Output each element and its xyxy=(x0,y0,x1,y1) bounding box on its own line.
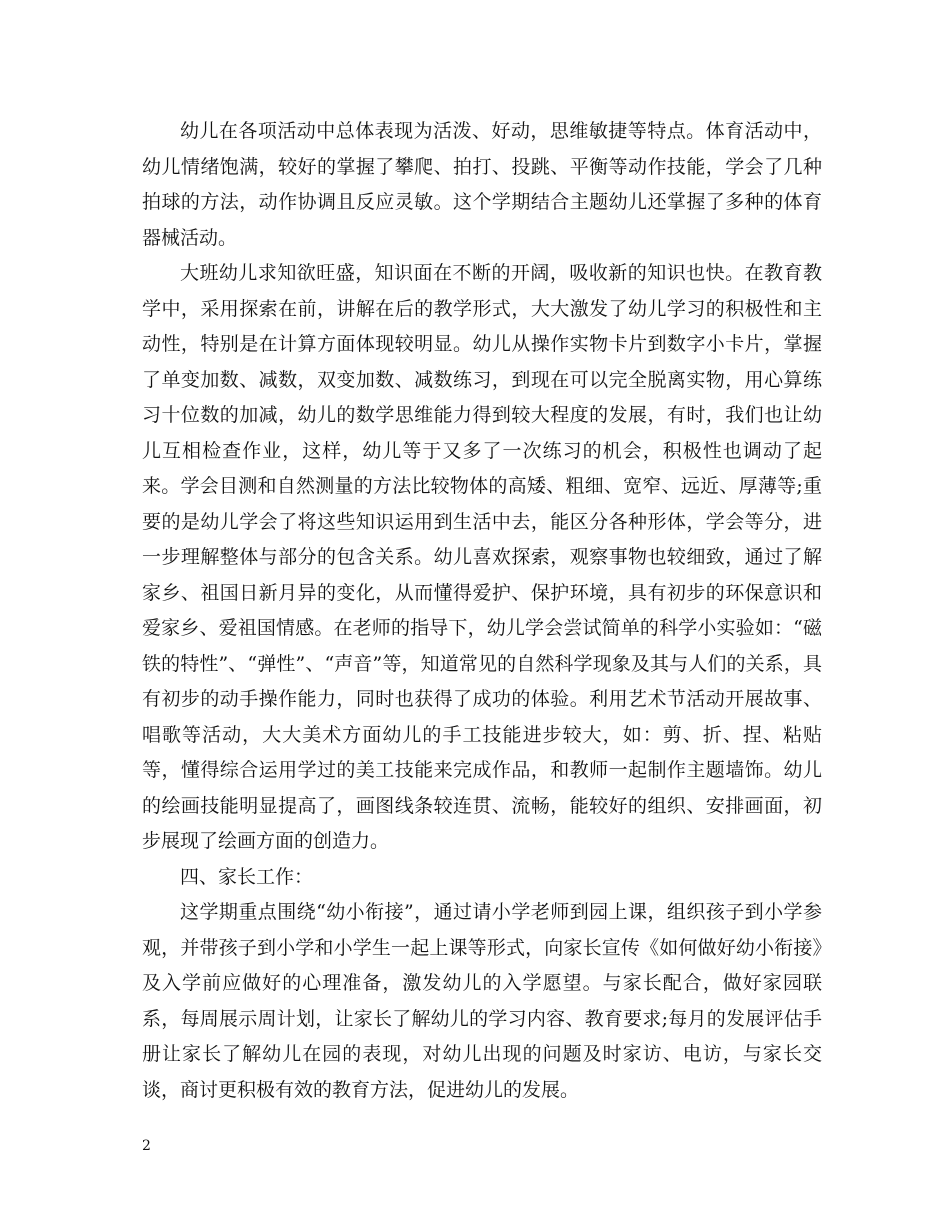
section-heading-parent-work: 四、家长工作： xyxy=(180,865,314,888)
document-body xyxy=(142,114,822,1108)
paragraph-parent-work: 这学期重点围绕“幼小衔接”，通过请小学老师到园上课，组织孩子到小学参观，并带孩子到小学和小学生一起上课等形式，向家长宣传《如何做好幼小衔接》及入学前应做好的心理准备，激发幼儿的入学愿望。与家长配合，做好家园联系，每周展示周计划，让家长了解幼儿的学习内容、教育要求;每月的发展评估手册让家长了解幼儿在园的表现，对幼儿出现的问题及时家访、电访，与家长交谈，商讨更积极有效的教育方法，促进幼儿的发展。 xyxy=(142,901,822,1101)
paragraph-learning-development: 大班幼儿求知欲旺盛，知识面在不断的开阔，吸收新的知识也快。在教育教学中，采用探索在前，讲解在后的教学形式，大大激发了幼儿学习的积极性和主动性，特别是在计算方面体现较明显。幼儿从操作实物卡片到数字小卡片，掌握了单变加数、减数，双变加数、减数练习，到现在可以完全脱离实物，用心算练习十位数的加减，幼儿的数学思维能力得到较大程度的发展，有时，我们也让幼儿互相检查作业，这样，幼儿等于又多了一次练习的机会，积极性也调动了起来。学会目测和自然测量的方法比较物体的高矮、粗细、宽窄、远近、厚薄等;重要的是幼儿学会了将这些知识运用到生活中去，能区分各种形体，学会等分，进一步理解整体与部分的包含关系。幼儿喜欢探索，观察事物也较细致，通过了解家乡、祖国日新月异的变化，从而懂得爱护、保护环境，具有初步的环保意识和爱家乡、爱祖国情感。在老师的指导下，幼儿学会尝试简单的科学小实验如：“磁铁的特性”、“弹性”、“声音”等，知道常见的自然科学现象及其与人们的关系，具有初步的动手操作能力，同时也获得了成功的体验。利用艺术节活动开展故事、唱歌等活动，大大美术方面幼儿的手工技能进步较大，如：剪、折、捏、粘贴等，懂得综合运用学过的美工技能来完成作品，和教师一起制作主题墙饰。幼儿的绘画技能明显提高了，画图线条较连贯、流畅，能较好的组织、安排画面，初步展现了绘画方面的创造力。 xyxy=(142,262,822,852)
paragraph-sports-activities: 幼儿在各项活动中总体表现为活泼、好动，思维敏捷等特点。体育活动中，幼儿情绪饱满，较好的掌握了攀爬、拍打、投跳、平衡等动作技能，学会了几种拍球的方法，动作协调且反应灵敏。这个学期结合主题幼儿还掌握了多种的体育器械活动。 xyxy=(142,120,822,249)
page-number: 2 xyxy=(142,1138,151,1154)
